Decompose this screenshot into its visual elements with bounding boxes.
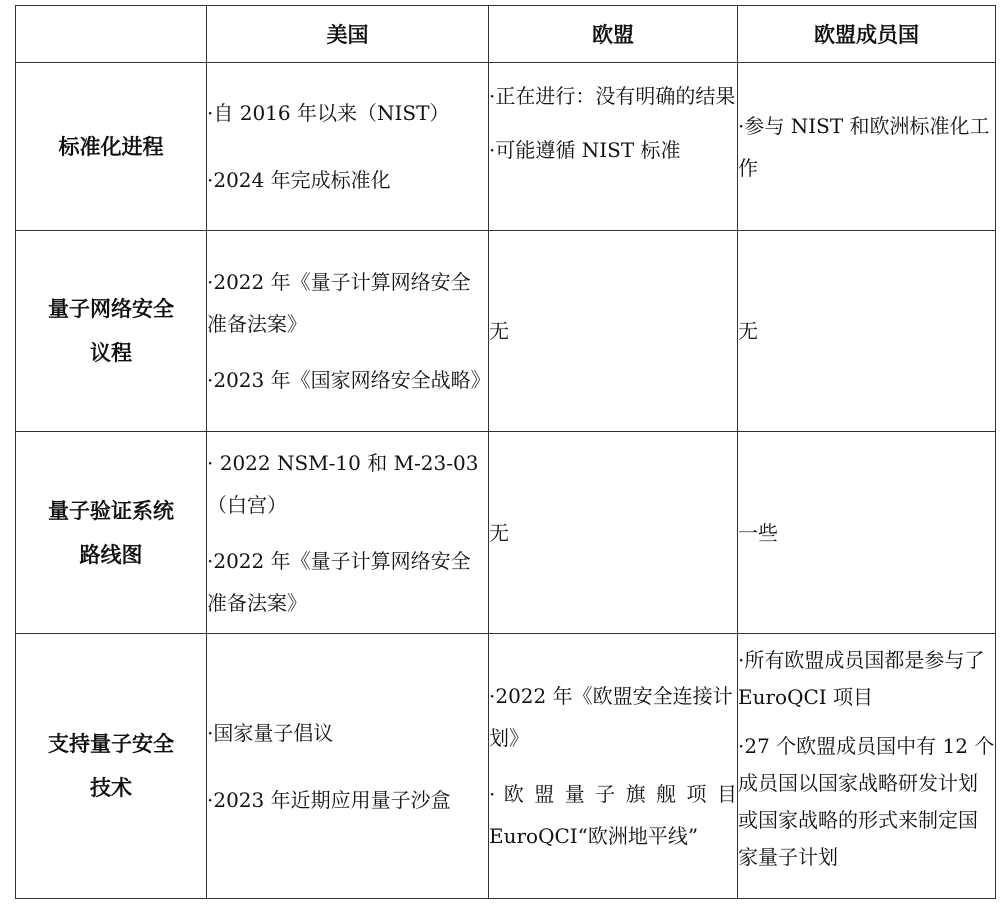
list-item: ·2022 年《欧盟安全连接计划》 <box>489 684 733 750</box>
list-item: ·国家量子倡议 <box>207 720 334 745</box>
list-item: 无 <box>489 319 509 343</box>
list-item: ·正在进行：没有明确的结果 <box>489 84 736 108</box>
cell-us <box>207 231 489 432</box>
cell-eu-members <box>738 634 996 899</box>
header-us: 美国 <box>207 6 489 63</box>
list-item: ·2023 年近期应用量子沙盒 <box>207 787 451 812</box>
list-item: ·2022 年《量子计算网络安全准备法案》 <box>207 548 471 615</box>
comparison-table <box>15 5 996 899</box>
cell-us <box>207 63 489 231</box>
header-eu: 欧盟 <box>489 6 738 63</box>
header-empty-cell <box>16 6 207 63</box>
list-item: ·自 2016 年以来（NIST） <box>207 101 450 125</box>
cell-eu-members <box>738 432 996 634</box>
list-item: ·2024 年完成标准化 <box>207 168 391 192</box>
row-title: 量子网络安全议程 <box>16 231 207 432</box>
table-row-verification-roadmap <box>16 432 996 634</box>
list-item: ·可能遵循 NIST 标准 <box>489 138 681 162</box>
table-row-quantum-safe-tech <box>16 634 996 899</box>
list-item: ·27 个欧盟成员国中有 12 个成员国以国家战略研发计划或国家战略的形式来制定国家量子计划 <box>738 734 995 869</box>
list-item: · 2022 NSM-10 和 M-23-03（白宫） <box>207 450 479 517</box>
row-title: 标准化进程 <box>16 63 207 231</box>
cell-eu <box>489 231 738 432</box>
list-item: 无 <box>489 520 509 545</box>
list-item: ·2022 年《量子计算网络安全准备法案》 <box>207 270 471 336</box>
list-item: ·2023 年《国家网络安全战略》 <box>207 368 491 392</box>
list-item: ·参与 NIST 和欧洲标准化工作 <box>738 113 990 180</box>
table-header-row <box>16 6 996 63</box>
cell-eu-members <box>738 231 996 432</box>
cell-eu <box>489 432 738 634</box>
list-item: ·所有欧盟成员国都是参与了 EuroQCI 项目 <box>738 648 985 709</box>
cell-eu <box>489 63 738 231</box>
row-title: 量子验证系统路线图 <box>16 432 207 634</box>
list-item: · 欧 盟 量 子 旗 舰 项 目 EuroQCI“欧洲地平线” <box>489 782 737 848</box>
row-title: 支持量子安全技术 <box>16 634 207 899</box>
list-item: 一些 <box>738 520 778 545</box>
header-eu-members: 欧盟成员国 <box>738 6 996 63</box>
list-item: 无 <box>738 319 758 343</box>
cell-eu-members <box>738 63 996 231</box>
table-row-standardization <box>16 63 996 231</box>
cell-eu <box>489 634 738 899</box>
cell-us <box>207 432 489 634</box>
cell-us <box>207 634 489 899</box>
table-row-cyber-agenda <box>16 231 996 432</box>
